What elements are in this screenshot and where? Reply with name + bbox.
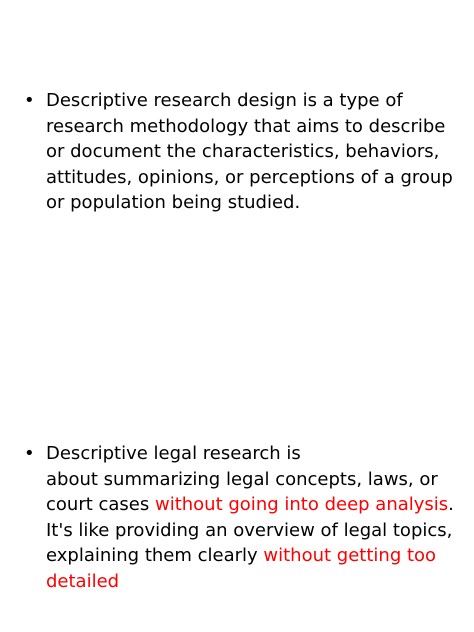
bullet-text (46, 88, 453, 216)
text-line (46, 543, 444, 569)
emphasis-text: without going into deep analysis (154, 494, 449, 515)
text-line: or population being studied. (46, 192, 301, 213)
text-line (46, 492, 454, 518)
text-segment: . (448, 494, 454, 515)
text-line: or document the characteristics, behaviors, (46, 141, 440, 162)
emphasis-text: detailed (46, 570, 120, 592)
text-line: attitudes, opinions, or perceptions of a group (46, 166, 453, 188)
bullet-point-1 (24, 88, 453, 216)
text-line: It's like providing an overview of legal topics, (46, 519, 453, 541)
bullet-point-2 (24, 441, 454, 594)
text-line: Descriptive legal research is (46, 443, 301, 464)
bullet-marker: • (24, 90, 35, 111)
text-line: about summarizing legal concepts, laws, or (46, 468, 438, 490)
bullet-marker: • (24, 443, 35, 464)
emphasis-text: without getting too (263, 545, 437, 566)
text-line: research methodology that aims to describe (46, 115, 446, 137)
bullet-text (46, 441, 454, 594)
text-line: Descriptive research design is a type of (46, 90, 403, 111)
text-segment: court cases (46, 494, 155, 515)
text-segment: explaining them clearly (46, 545, 264, 566)
